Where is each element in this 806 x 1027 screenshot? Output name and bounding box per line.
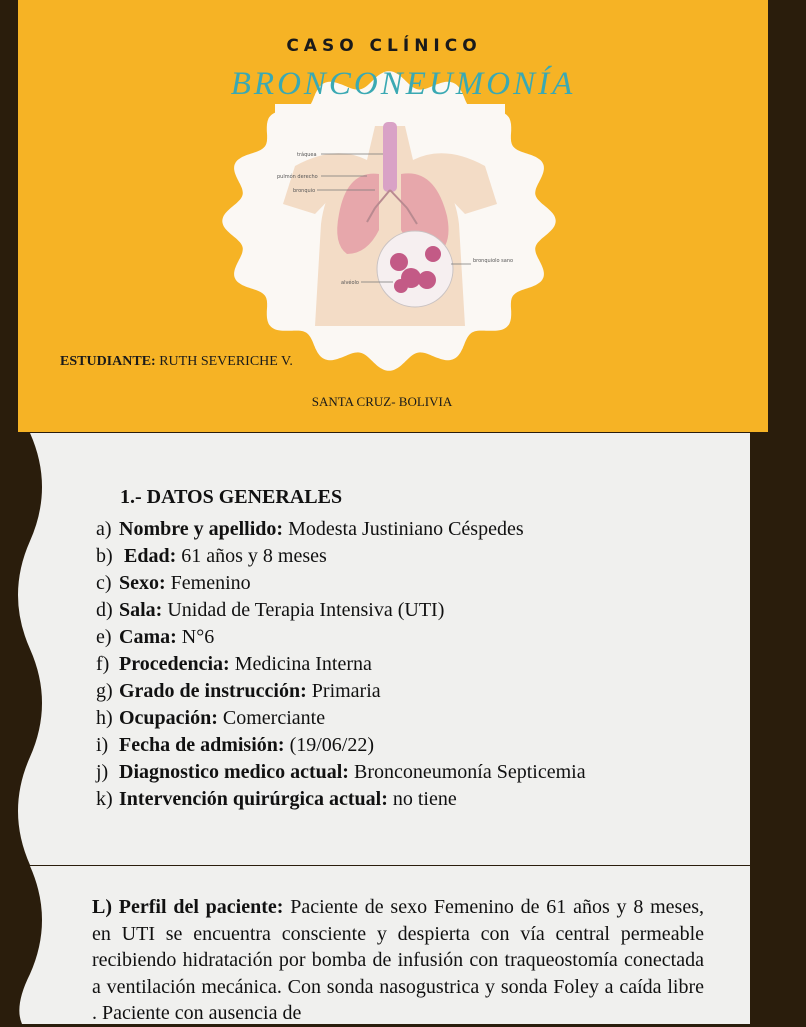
item-marker: d)	[96, 599, 113, 621]
data-item	[96, 732, 586, 759]
data-item	[96, 705, 586, 732]
student-label: ESTUDIANTE:	[60, 354, 156, 369]
wavy-left-edge	[0, 866, 60, 1024]
student-line	[60, 354, 293, 370]
item-value: 61 años y 8 meses	[176, 545, 327, 567]
item-marker: b)	[96, 545, 113, 567]
patient-profile-paragraph	[92, 894, 704, 1027]
item-label: Grado de instrucción:	[119, 680, 307, 702]
item-marker: f)	[96, 653, 110, 675]
data-item	[96, 651, 586, 678]
location-text: SANTA CRUZ- BOLIVIA	[311, 394, 453, 409]
item-value: Modesta Justiniano Céspedes	[283, 518, 524, 540]
item-value: Femenino	[165, 572, 251, 594]
item-marker: j)	[96, 761, 109, 783]
general-data-list	[96, 516, 586, 813]
item-label: Ocupación:	[119, 707, 218, 729]
wavy-left-edge	[0, 433, 60, 865]
item-marker: i)	[96, 734, 109, 756]
data-item	[96, 543, 586, 570]
data-item	[96, 516, 586, 543]
item-label: Cama:	[119, 626, 177, 648]
item-value: Comerciante	[217, 707, 326, 729]
item-marker: g)	[96, 680, 113, 702]
right-accent-bar	[750, 433, 768, 865]
label-bronchus: bronquio	[293, 188, 316, 194]
item-value: (19/06/22)	[284, 734, 374, 756]
item-value: N°6	[176, 626, 215, 648]
data-item	[96, 624, 586, 651]
item-value: Medicina Interna	[229, 653, 372, 675]
label-healthy-bronchiole: bronquiolo sano	[473, 258, 514, 264]
section-heading: 1.- DATOS GENERALES	[120, 486, 343, 508]
item-label: Diagnostico medico actual:	[119, 761, 349, 783]
item-marker: k)	[96, 788, 113, 810]
label-alveolus: alvéolo	[341, 280, 359, 286]
item-marker: a)	[96, 518, 112, 540]
slide-kicker: CASO CLÍNICO	[286, 36, 482, 56]
item-marker: h)	[96, 707, 113, 729]
item-marker: c)	[96, 572, 112, 594]
item-label: Sexo:	[119, 572, 166, 594]
item-label: Fecha de admisión:	[119, 734, 285, 756]
item-label: Intervención quirúrgica actual:	[119, 788, 388, 810]
lung-illustration	[275, 104, 514, 326]
item-label: Edad:	[119, 545, 177, 567]
item-marker: e)	[96, 626, 112, 648]
student-name: RUTH SEVERICHE V.	[155, 354, 293, 369]
slide-title: BRONCONEUMONÍA	[230, 66, 576, 102]
item-value: no tiene	[387, 788, 457, 810]
label-trachea: tráquea	[297, 152, 317, 158]
title-slide	[0, 0, 768, 432]
lung-anatomy-image	[275, 104, 514, 326]
right-accent-bar	[750, 866, 768, 1024]
profile-text: Paciente de sexo Femenino de 61 años y 8 meses, en UTI se encuentra consciente y despierta con vía central permeable recibiendo hidratación por bomba de infusión con traqueostomía conectada a ventilación mecánica. Con sonda nasogustrica y sonda Foley a caída libre . Paciente con ausencia de	[92, 896, 704, 1024]
item-value: Primaria	[306, 680, 381, 702]
item-label: Sala:	[119, 599, 163, 621]
data-item	[96, 759, 586, 786]
item-label: Procedencia:	[119, 653, 230, 675]
profile-label: L) Perfil del paciente:	[92, 896, 284, 918]
data-item	[96, 570, 586, 597]
item-value: Unidad de Terapia Intensiva (UTI)	[162, 599, 445, 621]
data-item	[96, 786, 586, 813]
item-label: Nombre y apellido:	[119, 518, 284, 540]
label-right-lung: pulmón derecho	[277, 174, 318, 180]
data-item	[96, 597, 586, 624]
item-value: Bronconeumonía Septicemia	[348, 761, 586, 783]
data-item	[96, 678, 586, 705]
left-accent-bar	[0, 0, 18, 432]
